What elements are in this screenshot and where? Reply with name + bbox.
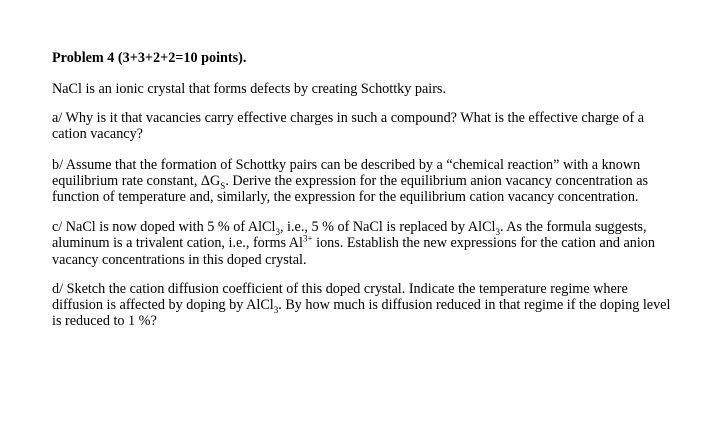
problem-title: Problem 4 (3+3+2+2=10 points). (52, 50, 247, 66)
part-c-text-1: c/ NaCl is now doped with 5 % of AlCl (52, 219, 276, 236)
part-c-text-2: , i.e., 5 % of NaCl is replaced by AlCl (279, 219, 496, 236)
part-b-question (52, 157, 672, 206)
part-d-question (52, 281, 672, 330)
part-c-question (52, 219, 672, 268)
part-b-subscript: S (220, 180, 226, 191)
part-d-subscript: 3 (273, 304, 279, 315)
part-b-text-2: . Derive the expression for the equilibrium anion vacancy concentration as function of temperature and, similarly, the expression for the equilibrium cation vacancy concentration. (52, 172, 649, 206)
part-d-text-2: . By how much is diffusion reduced in that regime if the doping level is reduced to 1 %? (52, 297, 671, 330)
part-c-subscript-1: 3 (275, 227, 280, 238)
part-b-text-1: b/ Assume that the formation of Schottky pairs can be described by a “chemical reaction” with a known equilibrium rate constant, ΔG (52, 156, 641, 189)
part-c-text-3: . As the formula suggests, aluminum is a trivalent cation, i.e., forms Al (52, 219, 647, 252)
part-c-text-4: ions. Establish the new expressions for the cation and anion vacancy concentrations in this doped crystal. (52, 235, 655, 268)
part-c-superscript: 3+ (303, 233, 313, 244)
part-c-subscript-2: 3 (495, 227, 500, 238)
problem-intro: NaCl is an ionic crystal that forms defects by creating Schottky pairs. (52, 81, 446, 97)
problem-document (52, 50, 672, 329)
part-d-text-1: d/ Sketch the cation diffusion coefficient of this doped crystal. Indicate the temperature regime where diffusion is affected by doping by AlCl (52, 280, 628, 314)
part-a-question: a/ Why is it that vacancies carry effective charges in such a compound? What is the effective charge of a cation vacancy? (52, 110, 645, 143)
